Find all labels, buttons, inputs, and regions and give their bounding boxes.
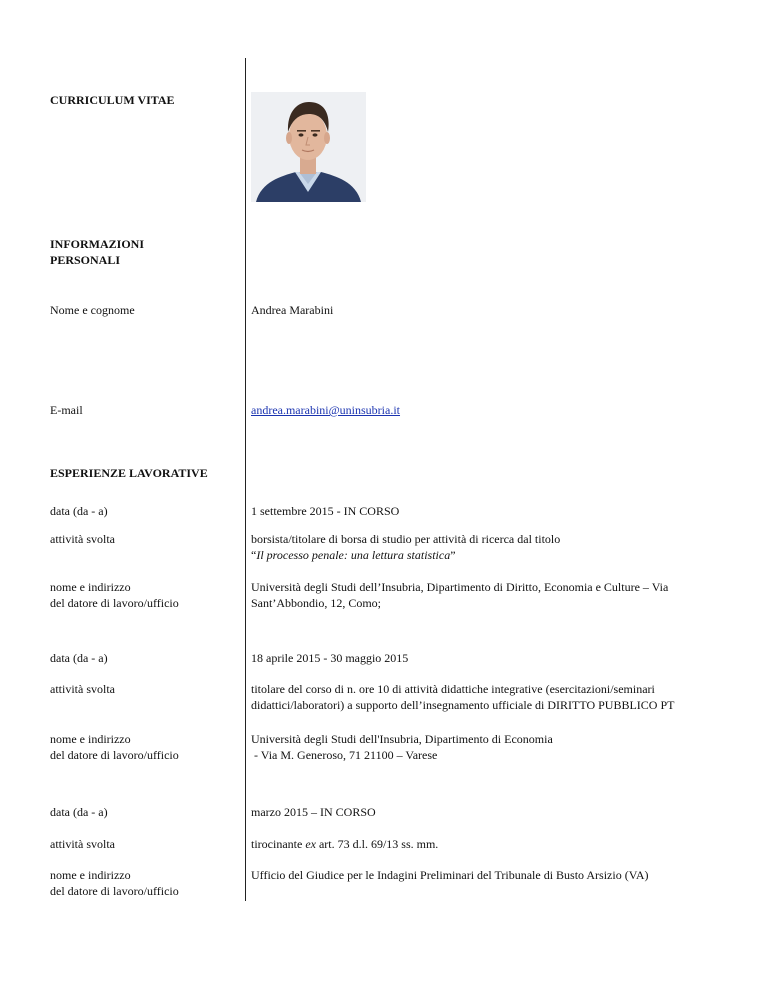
- email-label: E-mail: [50, 403, 83, 417]
- job2-employer-label-line1: nome e indirizzo: [50, 732, 131, 746]
- job1-date-label: data (da - a): [50, 504, 108, 518]
- job3-employer-label-line1: nome e indirizzo: [50, 868, 131, 882]
- job2-activity-label: attività svolta: [50, 682, 115, 696]
- job3-activity: tirocinante ex art. 73 d.l. 69/13 ss. mm.: [251, 837, 439, 851]
- job2-employer-line2: - Via M. Generoso, 71 21100 – Varese: [251, 748, 438, 762]
- name-label: Nome e cognome: [50, 303, 135, 317]
- job3-activity-label: attività svolta: [50, 837, 115, 851]
- job2-date-label: data (da - a): [50, 651, 108, 665]
- name-value: Andrea Marabini: [251, 303, 334, 317]
- cv-title: CURRICULUM VITAE: [50, 93, 175, 107]
- personal-heading-line1: INFORMAZIONI: [50, 237, 145, 251]
- email-link[interactable]: andrea.marabini@uninsubria.it: [251, 403, 401, 417]
- portrait-photo: [251, 92, 366, 202]
- job2-employer-label-line2: del datore di lavoro/ufficio: [50, 748, 179, 762]
- job1-activity-line1: borsista/titolare di borsa di studio per attività di ricerca dal titolo: [251, 532, 561, 546]
- job3-date-label: data (da - a): [50, 805, 108, 819]
- job1-employer-line2: Sant’Abbondio, 12, Como;: [251, 596, 382, 610]
- job3-employer-label-line2: del datore di lavoro/ufficio: [50, 884, 179, 898]
- work-heading: ESPERIENZE LAVORATIVE: [50, 466, 208, 480]
- job3-employer-line1: Ufficio del Giudice per le Indagini Preliminari del Tribunale di Busto Arsizio (VA): [251, 868, 649, 882]
- portrait-icon: [251, 92, 366, 202]
- job1-employer-label-line2: del datore di lavoro/ufficio: [50, 596, 179, 610]
- job3-date: marzo 2015 – IN CORSO: [251, 805, 376, 819]
- job1-activity-label: attività svolta: [50, 532, 115, 546]
- job1-activity-line2: “Il processo penale: una lettura statistica”: [251, 548, 456, 562]
- job1-date: 1 settembre 2015 - IN CORSO: [251, 504, 400, 518]
- column-divider: [245, 58, 246, 901]
- job2-date: 18 aprile 2015 - 30 maggio 2015: [251, 651, 409, 665]
- job1-employer-line1: Università degli Studi dell’Insubria, Dipartimento di Diritto, Economia e Culture – Via: [251, 580, 669, 594]
- job2-activity-line2: didattici/laboratori) a supporto dell’insegnamento ufficiale di DIRITTO PUBBLICO PT: [251, 698, 675, 712]
- personal-heading-line2: PERSONALI: [50, 253, 121, 267]
- job2-activity-line1: titolare del corso di n. ore 10 di attività didattiche integrative (esercitazioni/seminari: [251, 682, 655, 696]
- job1-employer-label-line1: nome e indirizzo: [50, 580, 131, 594]
- job2-employer-line1: Università degli Studi dell'Insubria, Dipartimento di Economia: [251, 732, 553, 746]
